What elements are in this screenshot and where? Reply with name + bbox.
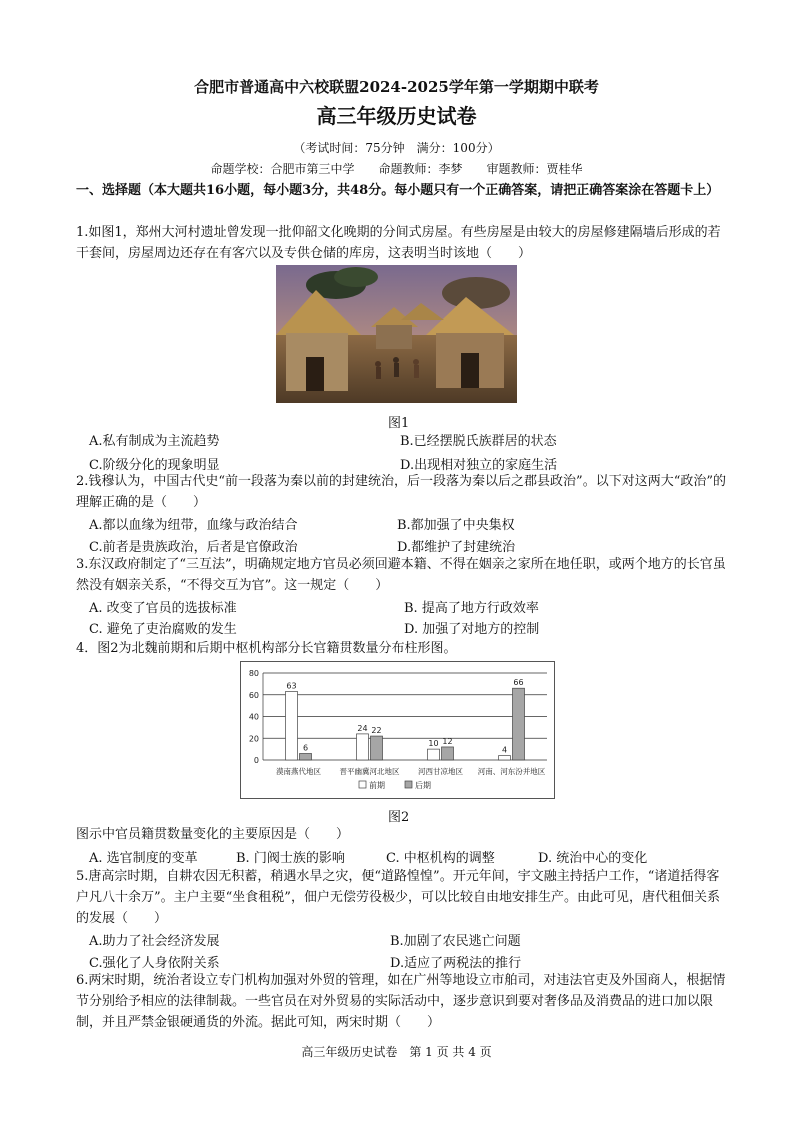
- bar-early: [357, 734, 369, 760]
- data-label: 10: [428, 739, 439, 749]
- bar-early: [428, 749, 440, 760]
- section-heading: 一、选择题（本大题共16小题，每小题3分，共48分。每小题只有一个正确答案，请把正确答案涂在答题卡上）: [76, 183, 720, 198]
- bar-chart: [241, 662, 554, 798]
- q3-option-c: C. 避免了吏治腐败的发生: [89, 622, 237, 637]
- figure2-caption: 图2: [388, 810, 410, 825]
- q3-option-a: A. 改变了官员的选拔标准: [89, 601, 237, 616]
- data-label: 22: [371, 726, 382, 736]
- data-label: 24: [357, 723, 368, 733]
- q4-option-c: C. 中枢机构的调整: [386, 851, 495, 866]
- legend-label: 后期: [415, 781, 431, 790]
- village-illustration-art: [276, 265, 517, 403]
- bar-late: [371, 736, 383, 760]
- q2-stem: 2.钱穆认为，中国古代史“前一段落为秦以前的封建统治，后一段落为秦以后之郡县政治”。以下对这两大“政治”的理解正确的是（ ）: [76, 474, 726, 510]
- q1-option-d: D.出现相对独立的家庭生活: [400, 458, 558, 473]
- author-info: 命题学校：合肥市第三中学 命题教师：李梦 审题教师：贾桂华: [210, 162, 583, 176]
- legend-swatch: [405, 781, 412, 788]
- category-label: 晋平幽冀河北地区: [339, 767, 400, 776]
- q5-stem: 5.唐高宗时期，自耕农因无积蓄，稍遇水旱之灾，便“道路惶惶”。开元年间，宇文融主持括户工作，“诸道括得客户凡八十余万”。主户主要“坐食租税”，佃户无偿劳役极少，可以比较自由地安排生产。由此可见，唐代租佃关系的发展（ ）: [76, 869, 720, 926]
- y-tick-label: 40: [248, 712, 259, 722]
- q4-stem: 4．图2为北魏前期和后期中枢机构部分长官籍贯数量分布柱形图。: [76, 641, 457, 656]
- q3-stem: 3.东汉政府制定了“三互法”，明确规定地方官员必须回避本籍、不得在姻亲之家所在地任职，或两个地方的长官虽然没有姻亲关系，“不得交互为官”。这一规定（ ）: [76, 557, 726, 593]
- category-label: 漠南燕代地区: [276, 767, 321, 776]
- legend-label: 前期: [369, 781, 385, 790]
- q2-option-a: A.都以血缘为纽带，血缘与政治结合: [89, 518, 298, 533]
- q5-option-d: D.适应了两税法的推行: [390, 956, 522, 971]
- data-label: 4: [501, 745, 508, 755]
- bar-early: [286, 691, 298, 760]
- figure1-caption: 图1: [388, 416, 410, 431]
- data-label: 6: [302, 743, 309, 753]
- q1-option-b: B.已经摆脱氏族群居的状态: [400, 434, 557, 449]
- q5-option-b: B.加剧了农民逃亡问题: [390, 934, 521, 949]
- q1-option-c: C.阶级分化的现象明显: [89, 458, 220, 473]
- q5-option-c: C.强化了人身依附关系: [89, 956, 220, 971]
- y-tick-label: 0: [253, 756, 259, 765]
- q1-stem: 1.如图1，郑州大河村遗址曾发现一批仰韶文化晚期的分间式房屋。有些房屋是由较大的房屋修建隔墙后形成的若干套间，房屋周边还存在有客穴以及专供仓储的库房，这表明当时该地（ ）: [76, 225, 721, 261]
- village-illustration: [276, 265, 517, 403]
- q2-option-d: D.都维护了封建统治: [397, 540, 516, 555]
- data-label: 63: [286, 681, 297, 691]
- bar-early: [499, 756, 511, 760]
- q1-option-a: A.私有制成为主流趋势: [89, 434, 220, 449]
- y-tick-label: 20: [248, 734, 259, 744]
- y-tick-label: 80: [248, 669, 259, 678]
- bar-late: [513, 688, 525, 760]
- y-tick-label: 60: [248, 690, 259, 700]
- q2-option-b: B.都加强了中央集权: [397, 518, 515, 533]
- q4-question: 图示中官员籍贯数量变化的主要原因是（ ）: [76, 827, 350, 842]
- q2-option-c: C.前者是贵族政治，后者是官僚政治: [89, 540, 298, 555]
- category-label: 河西甘凉地区: [418, 767, 463, 776]
- q4-option-b: B. 门阀士族的影响: [236, 851, 345, 866]
- q6-stem: 6.两宋时期，统治者设立专门机构加强对外贸的管理，如在广州等地设立市舶司，对违法官吏及外国商人，根据情节分别给予相应的法律制裁。一些官员在对外贸易的实际活动中，逐步意识到要对奢侈品及消费品的进口加以限制，并且严禁金银硬通货的外流。据此可知，两宋时期（ ）: [76, 973, 726, 1030]
- page-footer: 高三年级历史试卷 第 1 页 共 4 页: [301, 1045, 492, 1059]
- data-label: 66: [513, 678, 524, 688]
- paper-title: 高三年级历史试卷: [316, 104, 477, 128]
- q4-option-d: D. 统治中心的变化: [538, 851, 648, 866]
- figure2-chart: [240, 661, 555, 799]
- exam-title: 合肥市普通高中六校联盟2024-2025学年第一学期期中联考: [194, 78, 599, 96]
- bar-late: [300, 753, 312, 760]
- exam-info: （考试时间：75分钟 满分：100分）: [293, 141, 500, 155]
- q3-option-b: B. 提高了地方行政效率: [404, 601, 539, 616]
- data-label: 12: [442, 736, 453, 746]
- q4-option-a: A. 选官制度的变革: [89, 851, 198, 866]
- q5-option-a: A.助力了社会经济发展: [89, 934, 220, 949]
- legend-swatch: [359, 781, 366, 788]
- q3-option-d: D. 加强了对地方的控制: [404, 622, 540, 637]
- category-label: 河南、河东汾并地区: [477, 767, 546, 776]
- bar-late: [442, 747, 454, 760]
